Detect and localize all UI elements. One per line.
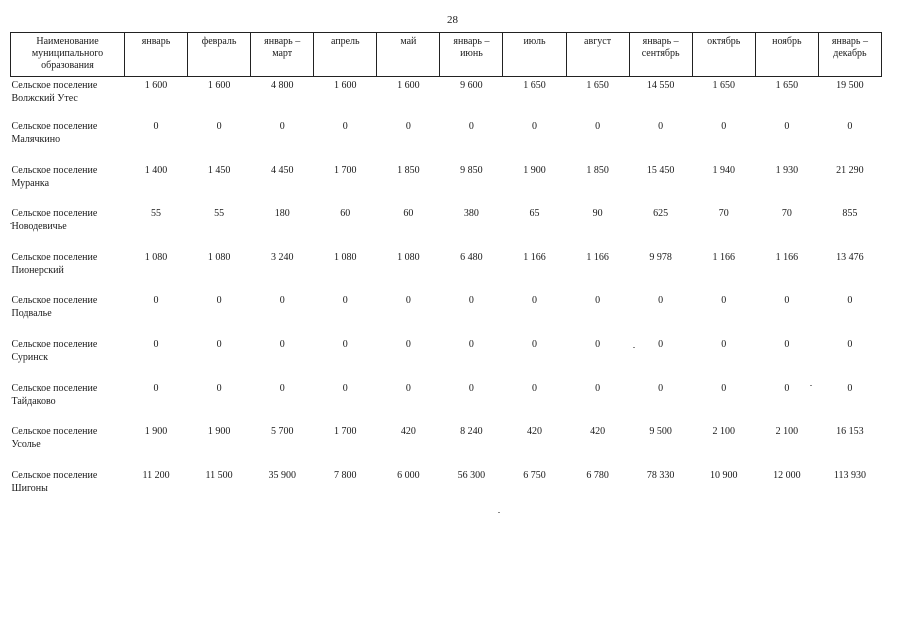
table-row [11,164,882,208]
header-row [11,33,882,77]
value-cell: 0 [279,295,285,307]
value-cell: 5 700 [270,426,294,438]
value-cell: 7 800 [334,469,357,481]
value-cell: 6 780 [586,469,609,481]
value-cell: 1 600 [144,80,168,91]
value-cell: 0 [721,295,727,307]
value-cell: 70 [718,208,729,220]
table-row [11,294,882,338]
value-cell: 0 [279,382,285,394]
value-cell: 1 600 [207,80,231,91]
value-cell: 9 850 [460,164,483,176]
value-cell: 0 [405,295,411,307]
header-col: январь – декабрь [818,33,881,77]
value-cell: 14 550 [646,80,675,91]
value-cell: 1 850 [397,164,420,176]
header-col: январь – март [251,33,314,77]
page-number: 28 [447,14,458,26]
value-cell: 1 650 [523,80,546,91]
value-cell: 11 500 [205,469,233,481]
value-cell: 0 [847,121,853,133]
value-cell: 380 [463,208,479,220]
value-cell: 6 480 [460,251,483,263]
value-cell: 55 [151,208,162,220]
municipality-name: Сельское поселение Малячкино [11,121,98,146]
value-cell: 0 [342,295,348,307]
value-cell: 1 650 [586,80,609,91]
scan-speck [498,512,500,513]
value-cell: 1 600 [397,80,420,91]
value-cell: 1 166 [712,251,735,263]
table-row [11,251,882,295]
value-cell: 1 650 [775,80,799,91]
header-municipality: Наименование муниципального образования [11,33,125,77]
value-cell: 1 166 [523,251,546,263]
value-cell: 1 930 [775,164,799,176]
header-col: август [566,33,629,77]
value-cell: 56 300 [457,469,486,481]
value-cell: 1 450 [207,164,231,176]
value-cell: 0 [784,121,790,133]
table-row [11,338,882,382]
value-cell: 0 [468,382,474,394]
scan-speck [10,223,12,224]
value-cell: 16 153 [836,426,864,438]
value-cell: 420 [527,426,542,438]
value-cell: 35 900 [268,469,296,481]
value-cell: 90 [592,208,603,220]
value-cell: 0 [784,295,790,307]
value-cell: 0 [153,382,159,394]
value-cell: 0 [784,382,790,394]
header-col: январь [125,33,188,77]
value-cell: 9 978 [649,251,672,263]
value-cell: 1 900 [207,426,231,438]
value-cell: 0 [532,295,537,307]
value-cell: 0 [279,121,285,133]
value-cell: 21 290 [836,164,864,176]
value-cell: 10 900 [709,469,738,481]
header-col: июль [503,33,566,77]
value-cell: 420 [400,426,416,438]
value-cell: 9 500 [649,426,672,438]
header-col: октябрь [692,33,755,77]
value-cell: 12 000 [773,469,801,481]
value-cell: 2 100 [712,426,735,438]
value-cell: 0 [847,295,853,307]
value-cell: 6 750 [523,469,546,481]
value-cell: 0 [595,121,601,133]
municipality-name: Сельское поселение Подвалье [11,295,98,320]
value-cell: 0 [595,382,601,394]
municipality-name: Сельское поселение Муранка [11,164,98,189]
header-col: ноябрь [755,33,818,77]
value-cell: 8 240 [460,426,483,438]
value-cell: 1 166 [775,251,799,263]
municipality-name: Сельское поселение Тайдаково [11,382,98,407]
value-cell: 4 800 [270,80,294,91]
value-cell: 2 100 [775,426,799,438]
value-cell: 0 [721,382,727,394]
value-cell: 0 [595,295,601,307]
value-cell: 180 [274,208,290,220]
value-cell: 0 [784,339,790,351]
value-cell: 0 [342,121,348,133]
value-cell: 1 080 [207,251,231,263]
value-cell: 1 080 [334,251,357,263]
value-cell: 6 000 [397,469,420,481]
value-cell: 0 [721,339,727,351]
value-cell: 1 080 [144,251,168,263]
table-row [11,425,882,469]
value-cell: 0 [532,121,537,133]
scan-speck [810,385,812,386]
value-cell: 0 [216,339,222,351]
header-col: февраль [188,33,251,77]
table-body [11,77,882,513]
value-cell: 0 [216,295,222,307]
value-cell: 0 [595,339,601,351]
value-cell: 0 [153,295,159,307]
value-cell: 1 166 [586,251,609,263]
value-cell: 1 650 [712,80,735,91]
value-cell: 15 450 [646,164,675,176]
value-cell: 0 [216,382,222,394]
header-col: январь – июнь [440,33,503,77]
table-row [11,120,882,164]
data-table [10,32,882,512]
value-cell: 0 [658,339,664,351]
value-cell: 19 500 [836,80,864,91]
value-cell: 625 [653,208,669,220]
value-cell: 1 600 [334,80,357,91]
municipality-name: Сельское поселение Усолье [11,426,98,451]
value-cell: 113 930 [833,469,866,481]
value-cell: 0 [153,339,159,351]
municipality-name: Сельское поселение Суринск [11,339,98,364]
table-row [11,207,882,251]
value-cell: 1 080 [397,251,420,263]
value-cell: 0 [405,121,411,133]
value-cell: 1 400 [144,164,168,176]
value-cell: 60 [403,208,414,220]
value-cell: 1 940 [712,164,735,176]
value-cell: 0 [468,121,474,133]
value-cell: 0 [658,382,664,394]
value-cell: 0 [279,339,285,351]
value-cell: 11 200 [142,469,170,481]
value-cell: 0 [721,121,727,133]
value-cell: 0 [658,295,664,307]
value-cell: 1 900 [144,426,168,438]
header-col: январь – сентябрь [629,33,692,77]
value-cell: 78 330 [646,469,675,481]
municipality-name: Сельское поселение Новодевичье [11,208,98,233]
value-cell: 420 [590,426,606,438]
value-cell: 0 [216,121,222,133]
value-cell: 9 600 [460,80,483,91]
value-cell: 1 700 [334,164,357,176]
header-col: май [377,33,440,77]
value-cell: 855 [842,208,858,220]
value-cell: 0 [468,295,474,307]
value-cell: 1 700 [334,426,357,438]
value-cell: 1 900 [523,164,546,176]
value-cell: 0 [405,382,411,394]
value-cell: 0 [342,382,348,394]
value-cell: 0 [342,339,348,351]
value-cell: 0 [532,382,537,394]
table-row [11,77,882,121]
value-cell: 1 850 [586,164,609,176]
value-cell: 4 450 [270,164,294,176]
header-col: апрель [314,33,377,77]
value-cell: 55 [214,208,225,220]
value-cell: 0 [847,382,853,394]
value-cell: 0 [847,339,853,351]
table-header [11,33,882,77]
municipality-name: Сельское поселение Волжский Утес [11,80,98,104]
municipality-name: Сельское поселение Пионерский [11,251,98,276]
value-cell: 0 [153,121,159,133]
municipality-name: Сельское поселение Шигоны [11,469,98,494]
value-cell: 60 [340,208,351,220]
table-row [11,469,882,513]
value-cell: 13 476 [836,251,864,263]
value-cell: 0 [658,121,664,133]
value-cell: 0 [468,339,474,351]
value-cell: 65 [529,208,540,220]
value-cell: 0 [405,339,411,351]
value-cell: 3 240 [270,251,294,263]
table-row [11,382,882,426]
value-cell: 70 [781,208,792,220]
value-cell: 0 [532,339,537,351]
scan-speck [633,347,635,348]
